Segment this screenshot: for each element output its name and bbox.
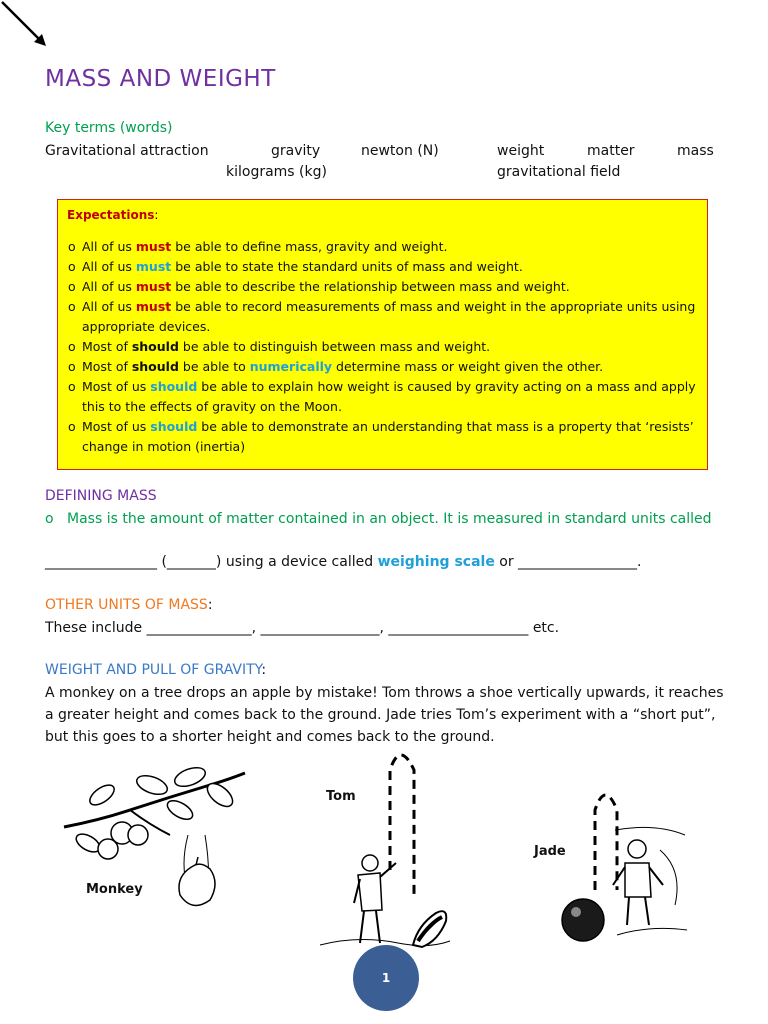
page-title: MASS AND WEIGHT bbox=[45, 66, 276, 92]
key-term: kilograms (kg) bbox=[226, 164, 327, 180]
key-term: matter bbox=[587, 143, 635, 159]
expectations-list bbox=[68, 237, 703, 457]
key-term: Gravitational attraction bbox=[45, 143, 209, 159]
list-item: o All of us must be able to state the standard units of mass and weight. bbox=[68, 259, 523, 274]
other-units-text: These include _______________, _________________, ____________________ etc. bbox=[45, 620, 560, 636]
list-item: o All of us must be able to define mass, gravity and weight. bbox=[68, 239, 448, 254]
defining-mass-bullet: o Mass is the amount of matter contained in an object. It is measured in standard units called bbox=[45, 511, 712, 527]
jade-shotput-illustration bbox=[555, 785, 690, 950]
list-item: o Most of should be able to numerically determine mass or weight given the other. bbox=[68, 359, 604, 374]
monkey-label: Monkey bbox=[86, 882, 143, 897]
expectations-title: Expectations: bbox=[67, 208, 159, 222]
list-item: o All of us must be able to record measurements of mass and weight in the appropriate units using appropriate devices. bbox=[68, 299, 696, 334]
key-term: weight bbox=[497, 143, 545, 159]
tom-shoe-illustration bbox=[318, 745, 453, 950]
defining-mass-heading: DEFINING MASS bbox=[45, 488, 157, 504]
list-item: o All of us must be able to describe the relationship between mass and weight. bbox=[68, 279, 570, 294]
page-number-badge: 1 bbox=[353, 945, 419, 1011]
expectations-box bbox=[57, 199, 708, 470]
list-item: o Most of us should be able to demonstrate an understanding that mass is a property that ‘resists’ change in motion (inertia) bbox=[68, 419, 694, 454]
other-units-heading: OTHER UNITS OF MASS: bbox=[45, 597, 213, 613]
list-item: o Most of us should be able to explain how weight is caused by gravity acting on a mass and apply this to the effects of gravity on the Moon. bbox=[68, 379, 696, 414]
list-item: o Most of should be able to distinguish between mass and weight. bbox=[68, 339, 491, 354]
key-terms-heading: Key terms (words) bbox=[45, 120, 173, 136]
jade-label: Jade bbox=[534, 844, 566, 859]
arrow-icon bbox=[0, 0, 52, 52]
key-term: newton (N) bbox=[361, 143, 439, 159]
weight-gravity-paragraph: A monkey on a tree drops an apple by mistake! Tom throws a shoe vertically upwards, it reaches a greater height and comes back to the ground. Jade tries Tom’s experiment with a “short put”, but this goes to a shorter height and comes back to the ground. bbox=[45, 685, 724, 745]
key-term: mass bbox=[677, 143, 714, 159]
key-term: gravity bbox=[271, 143, 321, 159]
weight-gravity-heading: WEIGHT AND PULL OF GRAVITY: bbox=[45, 662, 267, 678]
tom-label: Tom bbox=[326, 789, 356, 804]
key-term: gravitational field bbox=[497, 164, 621, 180]
defining-mass-fill: ________________ (_______) using a device called weighing scale or _________________. bbox=[45, 554, 642, 570]
